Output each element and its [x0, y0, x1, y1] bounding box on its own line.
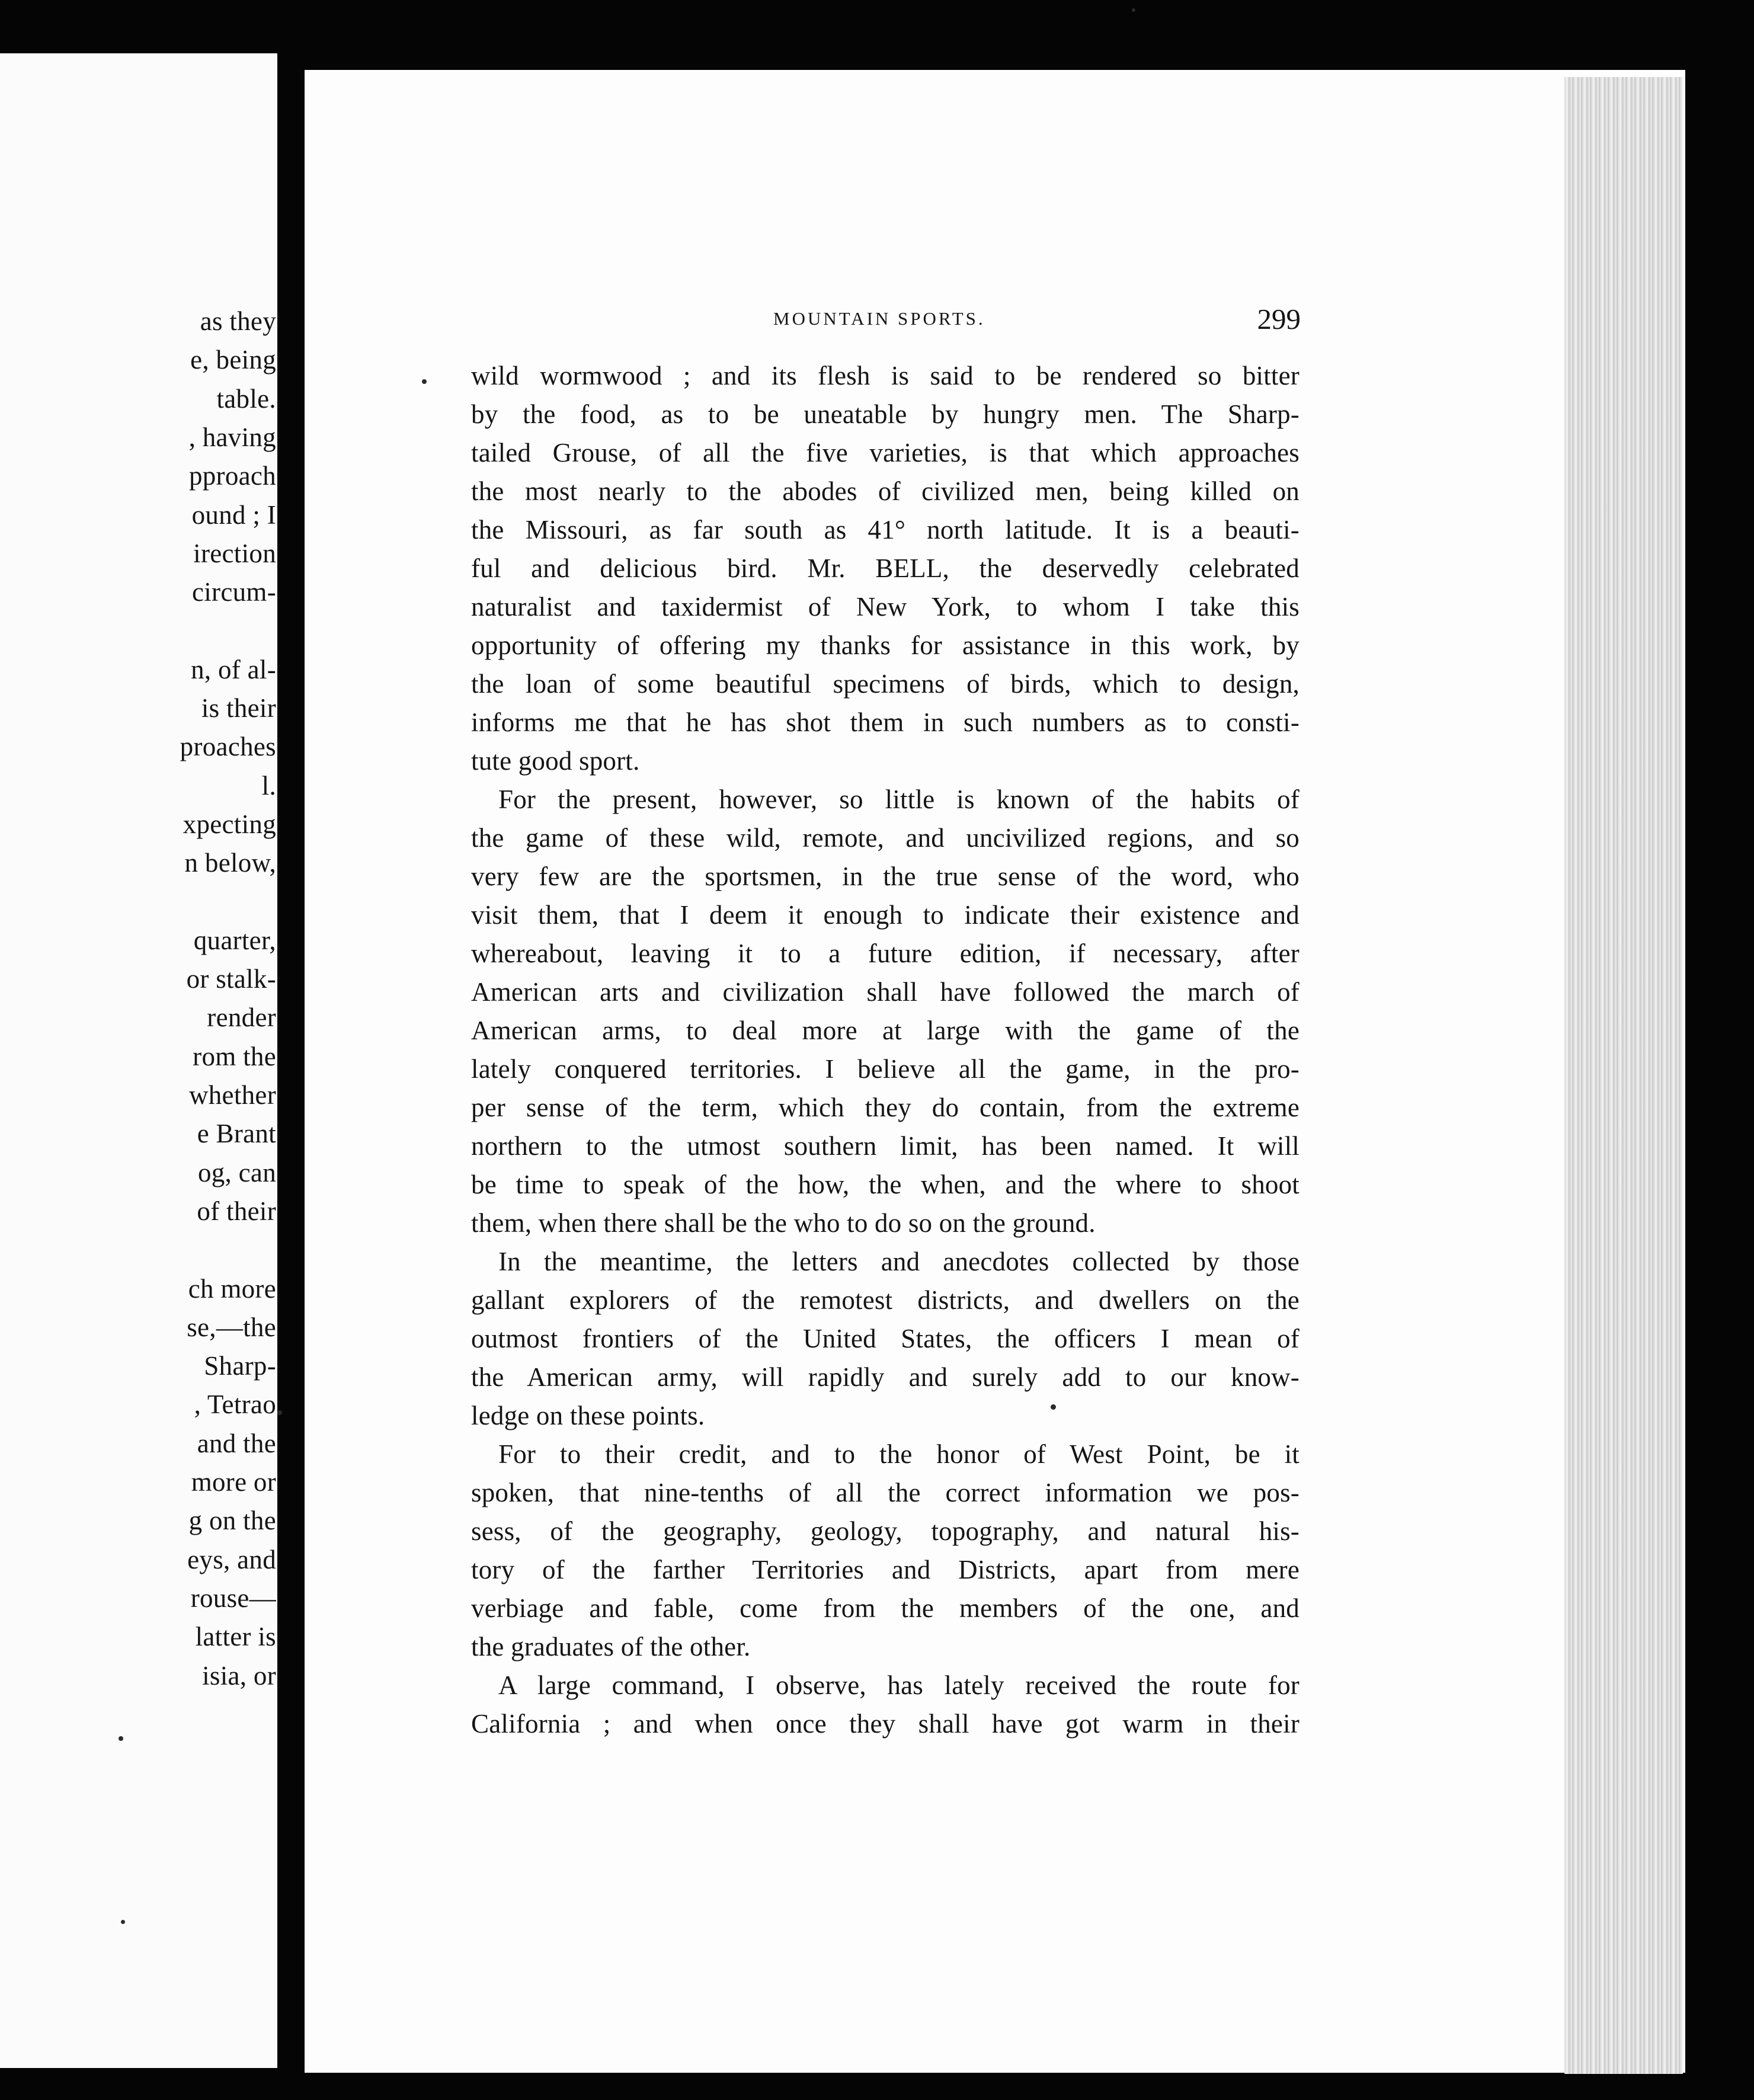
text-line: ful and delicious bird. Mr. BELL, the deservedly celebrated: [471, 553, 1300, 583]
text-line: ledge on these points.: [471, 1401, 705, 1430]
left-page-line: latter is: [195, 1622, 276, 1652]
text-line: visit them, that I deem it enough to indicate their existence and: [471, 900, 1300, 930]
text-line: by the food, as to be uneatable by hungry men. The Sharp-: [471, 399, 1300, 429]
left-page-line: proaches: [180, 732, 276, 762]
text-line: American arts and civilization shall have followed the march of: [471, 977, 1300, 1007]
text-line: informs me that he has shot them in such numbers as to consti-: [471, 708, 1300, 737]
paragraph: [471, 1435, 1300, 1666]
text-line: be time to speak of the how, the when, and the where to shoot: [471, 1170, 1300, 1199]
text-line: sess, of the geography, geology, topography, and natural his-: [471, 1516, 1300, 1546]
text-line: whereabout, leaving it to a future edition, if necessary, after: [471, 939, 1300, 968]
left-page-line: render: [207, 1003, 276, 1033]
text-line: verbiage and fable, come from the members of the one, and: [471, 1593, 1300, 1623]
text-line: the most nearly to the abodes of civilized men, being killed on: [471, 476, 1300, 506]
text-line: tory of the farther Territories and Districts, apart from mere: [471, 1555, 1300, 1584]
left-page-line: g on the: [188, 1506, 276, 1536]
text-line: lately conquered territories. I believe all the game, in the pro-: [471, 1054, 1300, 1084]
running-head: MOUNTAIN SPORTS.: [773, 308, 985, 329]
text-line: the graduates of the other.: [471, 1632, 751, 1662]
left-page-line: ch more: [188, 1273, 276, 1304]
left-page-line: , Tetrao: [194, 1390, 276, 1420]
left-page-line: rom the: [193, 1041, 276, 1071]
text-line: In the meantime, the letters and anecdotes collected by those: [498, 1247, 1300, 1276]
left-page-line: is their: [201, 693, 276, 723]
left-page-line: and the: [197, 1428, 276, 1458]
page-header: [773, 302, 1301, 338]
left-page-line: xpecting: [183, 809, 276, 839]
text-line: naturalist and taxidermist of New York, to whom I take this: [471, 592, 1300, 622]
left-page-line: og, can: [197, 1157, 276, 1187]
left-page-line: or stalk-: [186, 964, 276, 994]
left-page-fragment: [0, 53, 277, 2068]
text-line: the loan of some beautiful specimens of birds, which to design,: [471, 669, 1300, 699]
left-page-line: , having: [188, 422, 276, 452]
left-page-line: Sharp-: [204, 1351, 276, 1381]
left-page-line: e Brant: [197, 1119, 276, 1149]
left-page-line: of their: [197, 1196, 276, 1226]
page-edges: [1564, 77, 1683, 2074]
paragraph: [471, 1243, 1300, 1435]
text-line: tailed Grouse, of all the five varieties, is that which approaches: [471, 438, 1300, 468]
left-page-line: n, of al-: [191, 654, 276, 684]
paragraph: [471, 780, 1300, 1243]
page-number: 299: [1257, 303, 1301, 335]
text-line: the Missouri, as far south as 41° north latitude. It is a beauti-: [471, 515, 1300, 545]
left-page-line: pproach: [188, 461, 276, 491]
text-line: spoken, that nine-tenths of all the correct information we pos-: [471, 1478, 1300, 1507]
book-gutter: [277, 47, 305, 2074]
text-line: tute good sport.: [471, 746, 640, 776]
left-page-line: as they: [200, 306, 276, 336]
left-page-line: circum-: [191, 577, 276, 607]
left-page-line: ound ; I: [191, 500, 276, 530]
text-line: For the present, however, so little is known of the habits of: [498, 785, 1300, 814]
text-line: A large command, I observe, has lately received the route for: [498, 1670, 1300, 1700]
left-page-line: table.: [216, 383, 276, 414]
text-line: the American army, will rapidly and surely add to our know-: [471, 1362, 1300, 1392]
text-line: the game of these wild, remote, and uncivilized regions, and so: [471, 823, 1300, 853]
left-page-line: more or: [191, 1467, 276, 1497]
text-line: very few are the sportsmen, in the true sense of the word, who: [471, 862, 1300, 891]
left-page-line: whether: [188, 1080, 276, 1110]
left-page-line: se,—the: [187, 1312, 276, 1342]
left-page-line: eys, and: [187, 1544, 276, 1574]
text-line: them, when there shall be the who to do so on the ground.: [471, 1208, 1096, 1238]
left-page-line: l.: [261, 770, 276, 801]
text-line: opportunity of offering my thanks for assistance in this work, by: [471, 630, 1300, 660]
text-line: American arms, to deal more at large with the game of the: [471, 1016, 1300, 1045]
text-line: northern to the utmost southern limit, has been named. It will: [471, 1131, 1300, 1161]
body-text: [471, 357, 1300, 1743]
text-line: wild wormwood ; and its flesh is said to be rendered so bitter: [471, 361, 1300, 390]
text-line: For to their credit, and to the honor of West Point, be it: [498, 1439, 1300, 1469]
text-line: gallant explorers of the remotest districts, and dwellers on the: [471, 1285, 1300, 1315]
paragraph: [471, 357, 1300, 780]
left-page-line: n below,: [184, 848, 276, 878]
paragraph: [471, 1666, 1300, 1743]
left-page-line: isia, or: [202, 1660, 276, 1691]
left-page-line: quarter,: [193, 925, 276, 955]
left-page-line: irection: [193, 538, 276, 568]
text-line: California ; and when once they shall have got warm in their: [471, 1709, 1300, 1739]
text-line: outmost frontiers of the United States, the officers I mean of: [471, 1324, 1300, 1353]
left-page-line: e, being: [190, 345, 276, 375]
left-page-line: rouse—: [190, 1583, 276, 1613]
text-line: per sense of the term, which they do contain, from the extreme: [471, 1093, 1300, 1122]
